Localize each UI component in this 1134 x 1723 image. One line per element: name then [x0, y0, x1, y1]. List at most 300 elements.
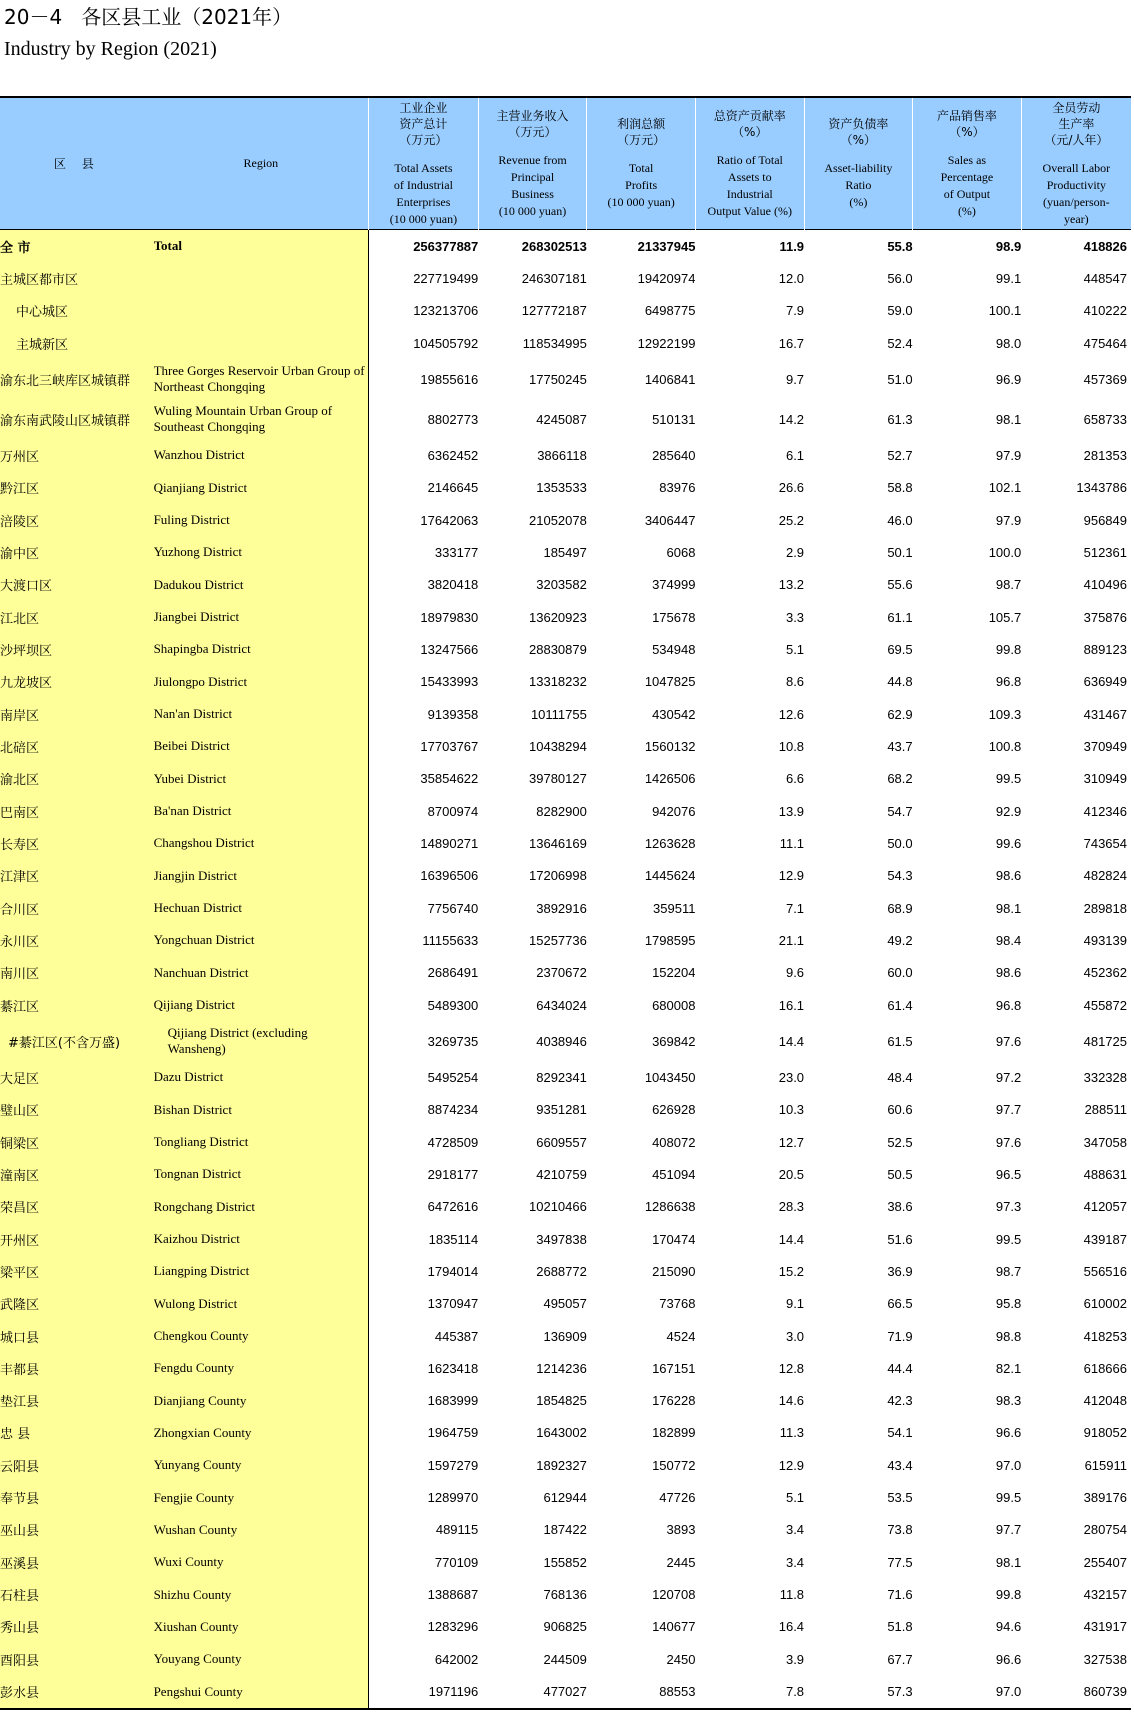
- asset-liability-cell: 51.8: [887, 1619, 913, 1635]
- asset-contribution-cell: 15.2: [778, 1263, 805, 1279]
- table-row: [0, 1320, 1131, 1352]
- region-name-cn: 大足区: [0, 1061, 154, 1093]
- revenue-cell: 6434024: [536, 997, 587, 1013]
- profits-cell: 120708: [652, 1587, 696, 1603]
- region-name-cn: 酉阳县: [0, 1643, 154, 1675]
- region-name-cn: 渝东北三峡库区城镇群: [0, 359, 154, 399]
- labor-productivity-cell: 375876: [1083, 609, 1127, 625]
- region-name-cn: 垫江县: [0, 1385, 154, 1417]
- total-assets-cell: 5489300: [427, 997, 479, 1013]
- table-row: [0, 1158, 1131, 1190]
- header-en-line: year): [1064, 211, 1089, 226]
- asset-contribution-cell: 16.1: [778, 997, 805, 1013]
- asset-contribution-cell: 9.6: [785, 965, 805, 981]
- region-name-cn: 奉节县: [0, 1481, 154, 1513]
- header-total-profits: [587, 97, 696, 230]
- header-en-line: (%): [957, 203, 976, 218]
- revenue-cell: 13620923: [529, 609, 587, 625]
- region-name-en: Dadukou District: [154, 569, 369, 601]
- region-name-cn: 全 市: [0, 230, 154, 263]
- asset-liability-cell: 55.8: [887, 238, 913, 254]
- labor-productivity-cell: 432157: [1083, 1587, 1127, 1603]
- region-name-en: Jiulongpo District: [154, 666, 369, 698]
- asset-liability-cell: 58.8: [887, 480, 913, 496]
- header-cn-line: （元/人年）: [1044, 132, 1109, 147]
- region-name-en: Nanchuan District: [154, 957, 369, 989]
- region-name-en: Jiangjin District: [154, 860, 369, 892]
- region-name-cn: 巫溪县: [0, 1546, 154, 1578]
- asset-liability-cell: 61.3: [887, 411, 913, 427]
- labor-productivity-cell: 493139: [1083, 932, 1127, 948]
- region-name-cn: 沙坪坝区: [0, 633, 154, 665]
- sales-percentage-cell: 99.6: [995, 835, 1022, 851]
- region-name-en: Beibei District: [154, 730, 369, 762]
- asset-liability-cell: 50.1: [887, 544, 913, 560]
- profits-cell: 408072: [652, 1134, 696, 1150]
- profits-cell: 2445: [666, 1554, 696, 1570]
- labor-productivity-cell: 610002: [1083, 1296, 1127, 1312]
- labor-productivity-cell: 347058: [1083, 1134, 1127, 1150]
- labor-productivity-cell: 418826: [1083, 238, 1127, 254]
- region-name-cn: 九龙坡区: [0, 666, 154, 698]
- table-row: [0, 1255, 1131, 1287]
- header-cn-line: 利润总额: [617, 117, 666, 131]
- region-name-cn: 巫山县: [0, 1514, 154, 1546]
- header-cn-line: （%）: [840, 133, 877, 147]
- region-name-en: Wanzhou District: [154, 439, 369, 471]
- region-name-cn: 荣昌区: [0, 1191, 154, 1223]
- header-asset-contribution-ratio: [695, 97, 804, 230]
- asset-contribution-cell: 12.9: [778, 868, 805, 884]
- profits-cell: 47726: [659, 1490, 696, 1506]
- header-cn-label: [587, 116, 695, 148]
- profits-cell: 285640: [652, 447, 696, 463]
- asset-liability-cell: 53.5: [887, 1490, 913, 1506]
- region-name-en: Rongchang District: [154, 1191, 369, 1223]
- region-name-en: Youyang County: [154, 1643, 369, 1675]
- header-en-label: [805, 160, 913, 211]
- revenue-cell: 13318232: [529, 674, 587, 690]
- revenue-cell: 15257736: [529, 932, 587, 948]
- labor-productivity-cell: 439187: [1083, 1231, 1127, 1247]
- total-assets-cell: 16396506: [420, 868, 479, 884]
- region-name-cn: 梁平区: [0, 1255, 154, 1287]
- region-name-cn: 城口县: [0, 1320, 154, 1352]
- asset-contribution-cell: 13.2: [778, 577, 805, 593]
- asset-liability-cell: 61.1: [887, 609, 913, 625]
- region-name-en: Dazu District: [154, 1061, 369, 1093]
- sales-percentage-cell: 97.2: [995, 1069, 1022, 1085]
- region-name-en: Shizhu County: [154, 1578, 369, 1610]
- header-en-line: Productivity: [1046, 177, 1107, 192]
- profits-cell: 12922199: [637, 335, 696, 351]
- revenue-cell: 268302513: [521, 238, 587, 254]
- table-row: [0, 860, 1131, 892]
- header-cn-label: [369, 100, 478, 148]
- total-assets-cell: 227719499: [413, 270, 479, 286]
- header-en-line: of Industrial: [393, 177, 453, 192]
- labor-productivity-cell: 457369: [1083, 371, 1127, 387]
- labor-productivity-cell: 475464: [1083, 335, 1127, 351]
- sales-percentage-cell: 97.9: [995, 447, 1022, 463]
- revenue-cell: 3203582: [536, 577, 587, 593]
- asset-contribution-cell: 11.9: [779, 238, 805, 254]
- asset-liability-cell: 43.7: [887, 738, 913, 754]
- profits-cell: 170474: [652, 1231, 696, 1247]
- table-row: [0, 827, 1131, 859]
- sales-percentage-cell: 97.7: [995, 1102, 1022, 1118]
- asset-contribution-cell: 7.9: [785, 303, 805, 319]
- total-assets-cell: 2146645: [427, 480, 479, 496]
- profits-cell: 21337945: [637, 238, 696, 254]
- revenue-cell: 1214236: [536, 1360, 587, 1376]
- total-assets-cell: 445387: [434, 1328, 479, 1344]
- region-name-en: [154, 295, 369, 327]
- region-name-en: Wushan County: [154, 1514, 369, 1546]
- labor-productivity-cell: 452362: [1083, 965, 1127, 981]
- header-en-line: Total Assets: [394, 160, 453, 175]
- revenue-cell: 118534995: [522, 335, 587, 351]
- asset-liability-cell: 44.4: [887, 1360, 913, 1376]
- profits-cell: 1286638: [644, 1199, 696, 1215]
- region-name-en: Wuling Mountain Urban Group of Southeast Chongqing: [154, 399, 369, 439]
- revenue-cell: 495057: [543, 1296, 587, 1312]
- header-cn-line: 生产率: [1058, 116, 1095, 131]
- labor-productivity-cell: 455872: [1083, 997, 1127, 1013]
- table-row: [0, 230, 1131, 263]
- region-name-en: Yongchuan District: [154, 924, 369, 956]
- revenue-cell: 4210759: [536, 1166, 587, 1182]
- labor-productivity-cell: 512361: [1083, 544, 1127, 560]
- header-cn-line: 工业企业: [399, 100, 448, 115]
- asset-liability-cell: 59.0: [887, 303, 913, 319]
- revenue-cell: 1353533: [536, 480, 587, 496]
- asset-contribution-cell: 5.1: [785, 641, 805, 657]
- sales-percentage-cell: 92.9: [995, 803, 1022, 819]
- revenue-cell: 3866118: [537, 447, 587, 463]
- total-assets-cell: 1683999: [427, 1393, 479, 1409]
- asset-liability-cell: 52.5: [887, 1134, 913, 1150]
- region-name-cn: 渝中区: [0, 536, 154, 568]
- asset-liability-cell: 77.5: [887, 1554, 913, 1570]
- header-cn-line: 资产负债率: [828, 117, 889, 131]
- asset-liability-cell: 71.6: [887, 1587, 913, 1603]
- header-en-line: Percentage: [940, 169, 994, 184]
- header-total-assets: [369, 97, 479, 230]
- header-labor-productivity: [1021, 97, 1131, 230]
- total-assets-cell: 18979830: [420, 609, 479, 625]
- asset-contribution-cell: 7.1: [785, 900, 805, 916]
- asset-contribution-cell: 14.4: [778, 1231, 805, 1247]
- labor-productivity-cell: 410496: [1083, 577, 1127, 593]
- asset-contribution-cell: 3.3: [785, 609, 805, 625]
- table-row: [0, 1481, 1131, 1513]
- labor-productivity-cell: 370949: [1083, 738, 1127, 754]
- region-name-cn: 渝北区: [0, 763, 154, 795]
- revenue-cell: 10210466: [529, 1199, 587, 1215]
- profits-cell: 534948: [652, 641, 696, 657]
- asset-liability-cell: 50.0: [887, 835, 913, 851]
- total-assets-cell: 17703767: [420, 738, 479, 754]
- asset-contribution-cell: 5.1: [785, 1490, 805, 1506]
- region-name-cn: 万州区: [0, 439, 154, 471]
- asset-liability-cell: 60.6: [887, 1102, 913, 1118]
- sales-percentage-cell: 97.3: [995, 1199, 1022, 1215]
- asset-liability-cell: 36.9: [887, 1263, 913, 1279]
- asset-contribution-cell: 6.1: [785, 447, 805, 463]
- region-name-cn: 武隆区: [0, 1288, 154, 1320]
- header-en-line: (10 000 yuan): [607, 195, 675, 209]
- revenue-cell: 21052078: [529, 512, 587, 528]
- region-name-cn: #綦江区(不含万盛): [0, 1021, 154, 1061]
- asset-contribution-cell: 10.8: [778, 738, 805, 754]
- region-name-en: Yunyang County: [154, 1449, 369, 1481]
- asset-liability-cell: 44.8: [887, 674, 913, 690]
- revenue-cell: 1892327: [536, 1457, 587, 1473]
- revenue-cell: 612944: [543, 1490, 587, 1506]
- total-assets-cell: 6472616: [427, 1199, 479, 1215]
- table-row: [0, 795, 1131, 827]
- region-name-en: Jiangbei District: [154, 601, 369, 633]
- total-assets-cell: 5495254: [427, 1069, 479, 1085]
- total-assets-cell: 17642063: [420, 512, 479, 528]
- sales-percentage-cell: 98.4: [995, 932, 1022, 948]
- region-name-cn: 綦江区: [0, 989, 154, 1021]
- asset-contribution-cell: 12.6: [778, 706, 805, 722]
- asset-liability-cell: 66.5: [887, 1296, 913, 1312]
- sales-percentage-cell: 100.8: [988, 738, 1022, 754]
- total-assets-cell: 8700974: [427, 803, 479, 819]
- profits-cell: 150772: [652, 1457, 696, 1473]
- header-en-line: Principal: [510, 169, 555, 184]
- sales-percentage-cell: 97.6: [995, 1033, 1022, 1049]
- header-en-line: Sales as: [947, 152, 987, 167]
- asset-liability-cell: 51.6: [887, 1231, 913, 1247]
- asset-liability-cell: 42.3: [887, 1393, 913, 1409]
- asset-liability-cell: 61.4: [887, 997, 913, 1013]
- header-en-line: Business: [511, 186, 554, 201]
- sales-percentage-cell: 98.7: [995, 577, 1022, 593]
- table-row: [0, 666, 1131, 698]
- labor-productivity-cell: 431467: [1083, 706, 1127, 722]
- revenue-cell: 187422: [543, 1522, 587, 1538]
- header-en-line: Enterprises: [396, 194, 451, 209]
- revenue-cell: 3892916: [536, 900, 587, 916]
- profits-cell: 2450: [666, 1651, 696, 1667]
- table-header-row: [0, 97, 1131, 230]
- total-assets-cell: 8802773: [427, 411, 479, 427]
- header-cn-label: [913, 108, 1021, 140]
- revenue-cell: 13646169: [529, 835, 587, 851]
- region-name-cn: 开州区: [0, 1223, 154, 1255]
- asset-liability-cell: 57.3: [804, 1675, 913, 1708]
- header-en-label: [913, 152, 1021, 220]
- header-asset-liability-ratio: [804, 97, 913, 230]
- profits-cell: 1263628: [644, 835, 696, 851]
- header-sales-percentage: [913, 97, 1022, 230]
- region-name-en: Wulong District: [154, 1288, 369, 1320]
- revenue-cell: 246307181: [521, 270, 587, 286]
- asset-contribution-cell: 11.1: [779, 835, 805, 851]
- revenue-cell: 244509: [543, 1651, 587, 1667]
- profits-cell: 3893: [666, 1522, 696, 1538]
- header-en-line: Total: [628, 161, 654, 175]
- asset-contribution-cell: 7.8: [695, 1675, 804, 1708]
- header-region-cn: 区 县: [0, 97, 154, 230]
- revenue-cell: 9351281: [536, 1102, 587, 1118]
- region-name-cn: 主城区都市区: [0, 262, 154, 294]
- asset-liability-cell: 62.9: [887, 706, 913, 722]
- sales-percentage-cell: 109.3: [988, 706, 1022, 722]
- labor-productivity-cell: 412346: [1083, 803, 1127, 819]
- table-row: [0, 957, 1131, 989]
- total-assets-cell: 1370947: [427, 1296, 479, 1312]
- revenue-cell: 10438294: [529, 738, 587, 754]
- labor-productivity-cell: 389176: [1083, 1490, 1127, 1506]
- region-name-cn: 秀山县: [0, 1611, 154, 1643]
- asset-contribution-cell: 12.9: [778, 1457, 805, 1473]
- region-name-cn: 忠 县: [0, 1417, 154, 1449]
- revenue-cell: 1643002: [536, 1425, 587, 1441]
- header-en-label: [696, 152, 804, 220]
- total-assets-cell: 35854622: [420, 771, 479, 787]
- profits-cell: 1426506: [644, 771, 696, 787]
- asset-contribution-cell: 25.2: [778, 512, 805, 528]
- asset-contribution-cell: 8.6: [785, 674, 805, 690]
- revenue-cell: 8292341: [536, 1069, 587, 1085]
- profits-cell: 1406841: [644, 371, 696, 387]
- total-assets-cell: 642002: [434, 1651, 479, 1667]
- total-assets-cell: 1289970: [427, 1490, 479, 1506]
- sales-percentage-cell: 97.0: [913, 1675, 1022, 1708]
- revenue-cell: 185497: [543, 544, 587, 560]
- industry-table: [0, 96, 1131, 1710]
- header-en-label: [1022, 160, 1131, 228]
- total-assets-cell: 4728509: [427, 1134, 479, 1150]
- region-name-en: Qijiang District: [154, 989, 369, 1021]
- sales-percentage-cell: 98.0: [995, 335, 1022, 351]
- profits-cell: 3406447: [644, 512, 696, 528]
- region-name-cn: 铜梁区: [0, 1126, 154, 1158]
- region-name-en: Hechuan District: [154, 892, 369, 924]
- profits-cell: 1047825: [644, 674, 696, 690]
- asset-liability-cell: 73.8: [887, 1522, 913, 1538]
- revenue-cell: 768136: [543, 1587, 587, 1603]
- asset-contribution-cell: 6.6: [785, 771, 805, 787]
- header-cn-line: 全员劳动: [1052, 100, 1101, 115]
- revenue-cell: 1854825: [536, 1393, 587, 1409]
- revenue-cell: 4038946: [536, 1033, 587, 1049]
- header-cn-line: 主营业务收入: [496, 108, 569, 123]
- region-name-en: Fuling District: [154, 504, 369, 536]
- revenue-cell: 155852: [543, 1554, 587, 1570]
- labor-productivity-cell: 860739: [1021, 1675, 1131, 1708]
- profits-cell: 680008: [652, 997, 696, 1013]
- total-assets-cell: 1964759: [427, 1425, 479, 1441]
- total-assets-cell: 1623418: [427, 1360, 479, 1376]
- labor-productivity-cell: 889123: [1083, 641, 1127, 657]
- profits-cell: 374999: [652, 577, 696, 593]
- total-assets-cell: 104505792: [413, 335, 479, 351]
- table-row: [0, 472, 1131, 504]
- header-en-line: (yuan/person-: [1043, 194, 1110, 209]
- total-assets-cell: 770109: [434, 1554, 479, 1570]
- asset-liability-cell: 38.6: [887, 1199, 913, 1215]
- sales-percentage-cell: 96.8: [995, 674, 1022, 690]
- table-row: [0, 1417, 1131, 1449]
- total-assets-cell: 3269735: [427, 1033, 479, 1049]
- sales-percentage-cell: 105.7: [988, 609, 1022, 625]
- labor-productivity-cell: 488631: [1083, 1166, 1127, 1182]
- total-assets-cell: 7756740: [427, 900, 479, 916]
- labor-productivity-cell: 658733: [1083, 411, 1127, 427]
- region-name-en: Total: [154, 230, 369, 263]
- labor-productivity-cell: 618666: [1083, 1360, 1127, 1376]
- revenue-cell: 3497838: [536, 1231, 587, 1247]
- region-name-cn: 江北区: [0, 601, 154, 633]
- header-en-line: of Output: [943, 186, 991, 201]
- region-name-en: Nan'an District: [154, 698, 369, 730]
- asset-contribution-cell: 2.9: [785, 544, 805, 560]
- region-name-cn: 永川区: [0, 924, 154, 956]
- profits-cell: 19420974: [637, 270, 696, 286]
- asset-liability-cell: 46.0: [887, 512, 913, 528]
- region-name-cn: 北碚区: [0, 730, 154, 762]
- asset-liability-cell: 71.9: [887, 1328, 913, 1344]
- region-name-en: Dianjiang County: [154, 1385, 369, 1417]
- labor-productivity-cell: 615911: [1084, 1457, 1127, 1473]
- total-assets-cell: 11155633: [422, 932, 479, 948]
- region-name-cn: 主城新区: [0, 327, 154, 359]
- asset-liability-cell: 51.0: [887, 371, 913, 387]
- page-title-cn: 20－4 各区县工业（2021年）: [4, 5, 293, 29]
- asset-liability-cell: 68.9: [887, 900, 913, 916]
- profits-cell: 167151: [652, 1360, 696, 1376]
- profits-cell: 942076: [652, 803, 696, 819]
- asset-contribution-cell: 13.9: [778, 803, 805, 819]
- region-name-cn: 长寿区: [0, 827, 154, 859]
- labor-productivity-cell: 448547: [1083, 270, 1127, 286]
- region-name-cn: 合川区: [0, 892, 154, 924]
- region-name-en: Bishan District: [154, 1094, 369, 1126]
- sales-percentage-cell: 96.5: [995, 1166, 1022, 1182]
- asset-contribution-cell: 20.5: [778, 1166, 805, 1182]
- sales-percentage-cell: 97.6: [995, 1134, 1022, 1150]
- labor-productivity-cell: 289818: [1083, 900, 1127, 916]
- table-row: [0, 763, 1131, 795]
- sales-percentage-cell: 98.1: [995, 411, 1022, 427]
- revenue-cell: 17206998: [529, 868, 587, 884]
- revenue-cell: 6609557: [536, 1134, 587, 1150]
- header-cn-line: （%）: [949, 124, 985, 139]
- profits-cell: 430542: [652, 706, 696, 722]
- total-assets-cell: 333177: [434, 544, 479, 560]
- region-name-en: Ba'nan District: [154, 795, 369, 827]
- table-row: [0, 1578, 1131, 1610]
- table-row: [0, 504, 1131, 536]
- region-name-cn: 丰都县: [0, 1352, 154, 1384]
- sales-percentage-cell: 82.1: [995, 1360, 1022, 1376]
- asset-contribution-cell: 14.6: [778, 1393, 805, 1409]
- asset-contribution-cell: 3.0: [785, 1328, 805, 1344]
- profits-cell: 1043450: [644, 1069, 696, 1085]
- table-row: [0, 1611, 1131, 1643]
- region-name-en: Liangping District: [154, 1255, 369, 1287]
- region-name-en: Xiushan County: [154, 1611, 369, 1643]
- revenue-cell: 136909: [543, 1328, 587, 1344]
- sales-percentage-cell: 99.8: [995, 1587, 1022, 1603]
- asset-contribution-cell: 21.1: [778, 932, 805, 948]
